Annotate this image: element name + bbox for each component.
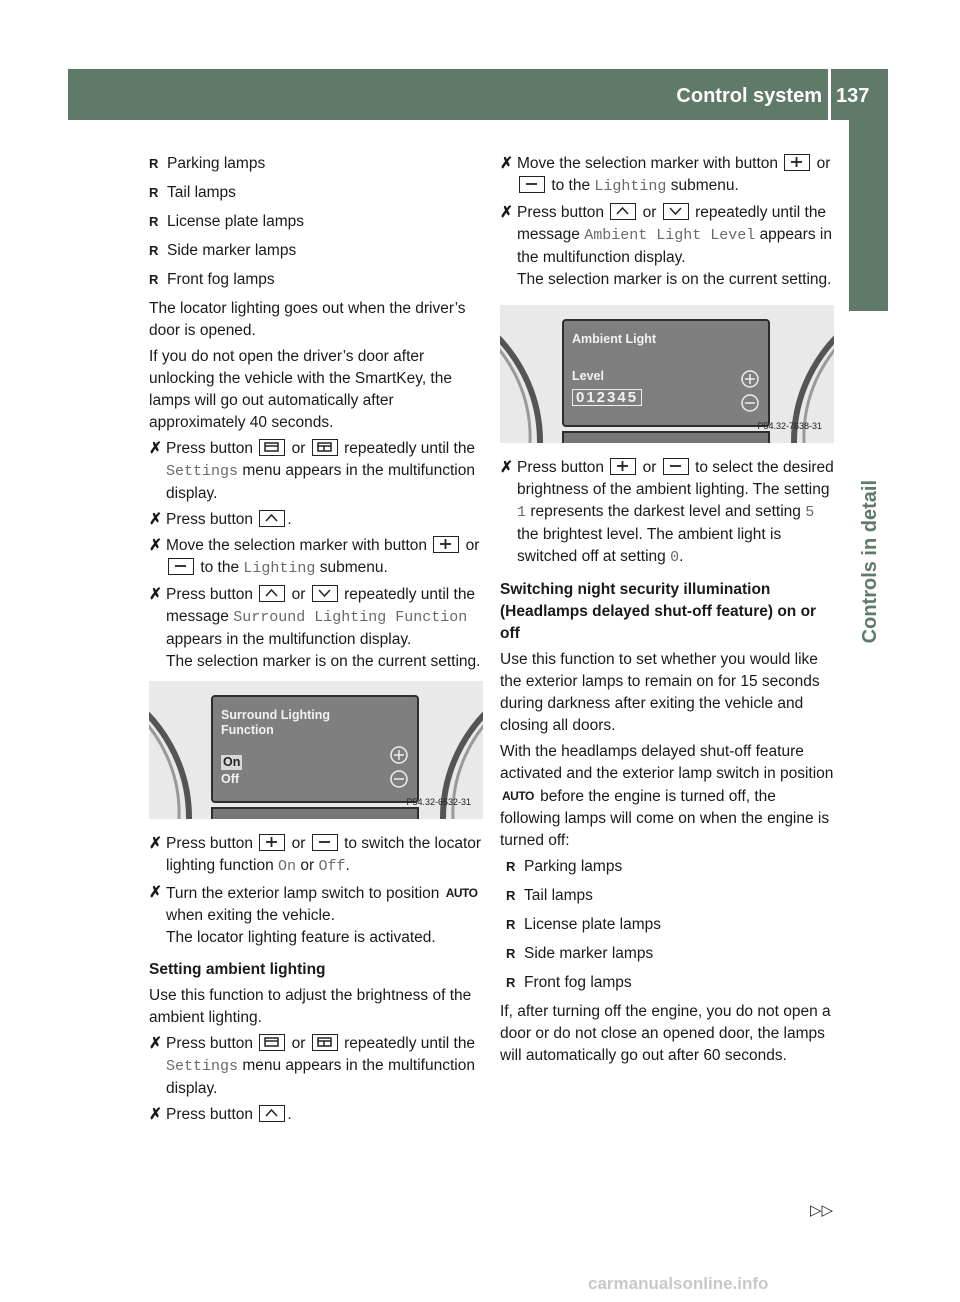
page-number: 137 [836,85,870,107]
up-button-icon [610,203,636,220]
bullet-item: R Side marker lamps [149,240,483,262]
plus-button-icon [433,536,459,553]
display-option-on: On [223,755,241,769]
bullet-item: R Front fog lamps [506,972,836,994]
step-marker-icon: ✗ [149,586,162,603]
menu-forward-button-icon [312,439,338,456]
instruction-step: ✗ Press button or repeatedly until the message Surround Lighting Function appears in the multifunction display. The selection marker is on the current setting. [149,586,481,670]
paragraph: The locator lighting goes out when the driver’s door is opened. [149,300,466,339]
menu-forward-button-icon [312,1034,338,1051]
section-heading: Setting ambient lighting [149,961,326,978]
display-plus-minus-icon [738,367,762,417]
instruction-step: ✗ Press button or to select the desired brightness of the ambient lighting. The setting 1 represents the darkest level and setting 5 the brightest level. The ambient light is switched off at setting 0. [500,459,834,566]
bullet-item: R Tail lamps [506,885,836,907]
instruction-step: ✗ Move the selection marker with button or to the Lighting submenu. [500,155,831,195]
plus-button-icon [259,834,285,851]
left-column [149,153,483,1130]
display-plus-minus-icon [387,743,411,793]
continue-arrow-icon: ▷▷ [810,1202,834,1219]
watermark: carmanualsonline.info [588,1274,769,1293]
instruction-step: ✗ Press button or to switch the locator lighting function On or Off. [149,835,482,875]
instruction-step: ✗ Press button . [149,1104,483,1126]
display-level-scale: 012345 [572,389,642,406]
display-title: Function [221,723,274,737]
sidebar-section-title: Controls in detail [859,480,881,644]
sidebar-tab [849,120,888,311]
instruction-step: ✗ Press button or repeatedly until the Settings menu appears in the multifunction display. [149,1035,476,1097]
step-marker-icon: ✗ [149,835,162,852]
step-marker-icon: ✗ [500,155,513,172]
up-button-icon [259,1105,285,1122]
step-marker-icon: ✗ [149,511,162,528]
minus-button-icon [663,458,689,475]
step-marker-icon: ✗ [500,204,513,221]
instruction-step: ✗ Press button or repeatedly until the Settings menu appears in the multifunction display. [149,440,476,502]
instruction-step: ✗ Press button or repeatedly until the message Ambient Light Level appears in the multifunction display. The selection marker is on the current setting. [500,204,832,288]
bullet-item: R Tail lamps [149,182,483,204]
section-heading: Switching night security illumination (Headlamps delayed shut-off feature) on or off [500,581,817,642]
bullet-item: R Parking lamps [506,856,836,878]
right-column [500,153,836,1071]
step-marker-icon: ✗ [149,440,162,457]
plus-button-icon [610,458,636,475]
header-separator [828,69,831,120]
paragraph: If, after turning off the engine, you do not open a door or do not close an opened door, the lamps will automatically go out after 60 seconds. [500,1003,831,1064]
up-button-icon [259,510,285,527]
paragraph: Use this function to adjust the brightness of the ambient lighting. [149,987,472,1026]
bullet-item: R Side marker lamps [506,943,836,965]
ambient-light-display-image [500,305,834,443]
display-title: Ambient Light [572,332,657,346]
up-button-icon [259,585,285,602]
display-level-label: Level [572,369,604,383]
bullet-item: R Front fog lamps [149,269,483,291]
surround-lighting-display-image [149,681,483,819]
bullet-item: R License plate lamps [149,211,483,233]
paragraph: If you do not open the driver’s door after unlocking the vehicle with the SmartKey, the lamps will go out automatically after approximately 40 seconds. [149,348,452,431]
menu-back-button-icon [259,439,285,456]
minus-button-icon [519,176,545,193]
menu-back-button-icon [259,1034,285,1051]
bullet-item: R Parking lamps [149,153,483,175]
page-header-title: Control system [676,85,822,107]
instruction-step: ✗ Move the selection marker with button or to the Lighting submenu. [149,537,480,577]
auto-position-icon: AUTO [502,789,534,803]
down-button-icon [663,203,689,220]
image-reference: P54.32-6532-31 [406,797,471,807]
paragraph: With the headlamps delayed shut-off feature activated and the exterior lamp switch in position AUTO before the engine is turned off, the following lamps will come on when the engine is turned off: [500,743,834,849]
instruction-step: ✗ Press button . [149,509,483,531]
display-option-off: Off [221,772,240,786]
step-marker-icon: ✗ [500,459,513,476]
display-title: Surround Lighting [221,708,331,722]
minus-button-icon [312,834,338,851]
image-reference: P54.32-7638-31 [757,421,822,431]
bullet-item: R License plate lamps [506,914,836,936]
plus-button-icon [784,154,810,171]
minus-button-icon [168,558,194,575]
step-marker-icon: ✗ [149,1035,162,1052]
step-marker-icon: ✗ [149,884,162,901]
step-marker-icon: ✗ [149,537,162,554]
auto-position-icon: AUTO [445,886,478,900]
step-marker-icon: ✗ [149,1106,162,1123]
paragraph: Use this function to set whether you would like the exterior lamps to remain on for 15 seconds during darkness after exiting the vehicle and closing all doors. [500,651,820,734]
down-button-icon [312,585,338,602]
instruction-step: ✗ Turn the exterior lamp switch to position AUTO when exiting the vehicle. The locator lighting feature is activated. [149,884,478,946]
